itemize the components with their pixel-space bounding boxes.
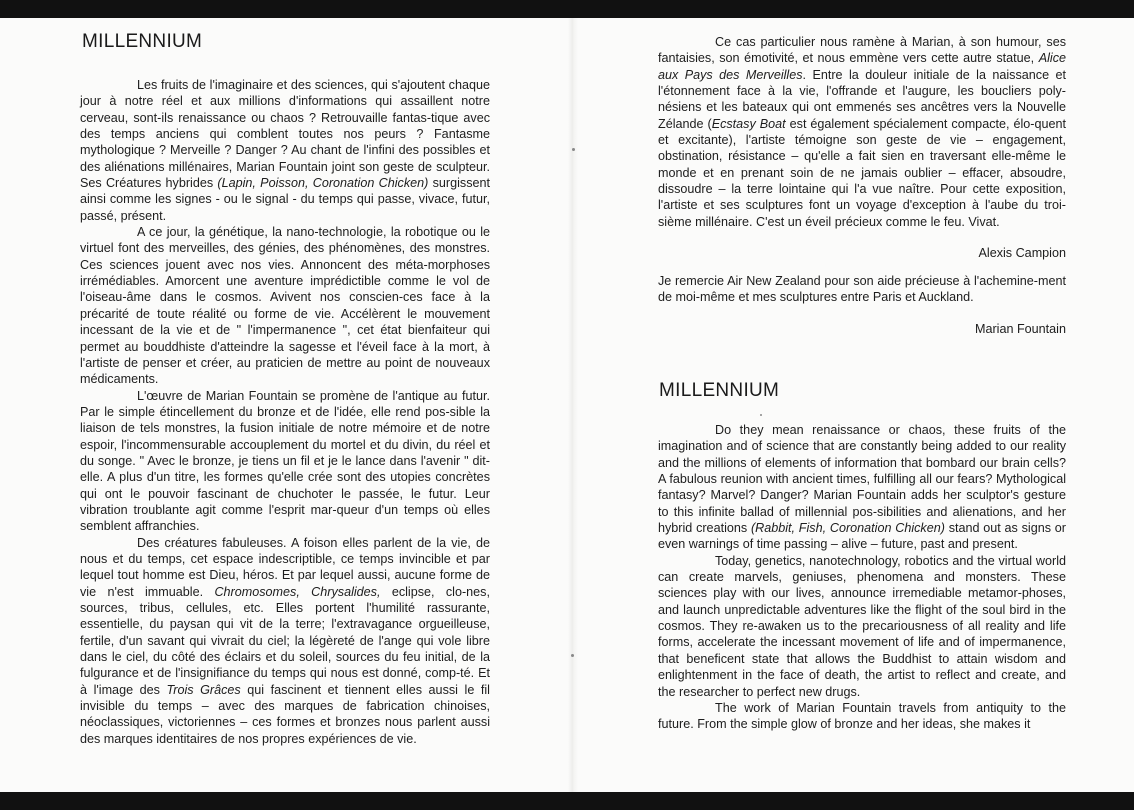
paper-speck bbox=[760, 414, 762, 416]
left-page-title: MILLENNIUM bbox=[82, 31, 203, 52]
paper-speck bbox=[572, 148, 575, 151]
acknowledgement-paragraph: Je remercie Air New Zealand pour son aide précieuse à l'achemine-ment de moi-même et mes sculptures entre Paris et Auckland. bbox=[658, 274, 1066, 305]
book-fold bbox=[568, 18, 578, 792]
left-p1-italic: (Lapin, Poisson, Coronation Chicken) bbox=[217, 176, 429, 191]
right-fr-italic-1: Alice aux Pays des Merveilles bbox=[658, 51, 1066, 82]
right-page-title: MILLENNIUM bbox=[659, 380, 780, 401]
right-en-p1-text-b: stand out as signs or even warnings of time passing – alive – future, past and present. bbox=[658, 521, 1066, 552]
right-en-paragraph-1 bbox=[658, 422, 1066, 553]
right-en-paragraph-3 bbox=[658, 700, 1066, 733]
acknowledgement-text bbox=[658, 273, 1066, 306]
left-p2-text: A ce jour, la génétique, la nano-technologie, la robotique ou le virtuel font des merveilles, des génies, des phénomènes, des monstres. Ces sciences jouent avec nos vies. Annoncent des méta-morphoses irrémédiables. Amorcent une aventure imprédictible comme le vol de l'oiseau-âme dans le cosmos. Avivent nos conscien-ces face à la précarité de toute réalité ou forme de vie. Accélèrent le mouvement incessant de la vie et de " l'impermanence ", cet état bienfaiteur qui permet au bouddhiste d'atteindre la sagesse et l'éveil face à la mort, à l'artiste de penser et créer, au praticien de mettre au point de nouveaux médicaments. bbox=[80, 225, 490, 387]
book-spread bbox=[0, 18, 1134, 792]
right-en-p1-text-a: Do they mean renaissance or chaos, these fruits of the imagination and of science that are constantly being added to our reality and the millions of elements of information that bombard our brain cells? A fabulous reunion with ancient times, fulfilling all our fears? Mythological fantasy? Marvel? Danger? Marian Fountain adds her sculptor's gesture to this infinite ballad of millennial pos-sibilities and alienations, and her hybrid creations bbox=[658, 423, 1066, 536]
left-p4-italic-1: Chromosomes, Chrysalides, bbox=[214, 584, 381, 599]
right-fr-text-b: . Entre la douleur initiale de la naissance et l'étonnement face à la vie, l'offrande et l'augure, les boucliers poly-nésiens et les bateaux qui ont emmenés ses ancêtres vers la Nouvelle Zélande ( bbox=[658, 67, 1066, 131]
author-signature-1: Alexis Campion bbox=[978, 246, 1066, 260]
author-signature-2: Marian Fountain bbox=[974, 322, 1066, 336]
left-p4-text-b: eclipse, clo-nes, sources, tribus, cellules, etc. Elles portent l'humilité rassurante, essentielle, du paysan qui vit de la terre; l'extravagance orgueilleuse, fertile, d'un savant qui vivrait du ciel; la légèreté de l'ange qui vole libre dans le ciel, du côté des éclairs et du soleil, sources du feu initial, de la fulgurance et de l'insignifiance du temps qui nous est donné, comp-té. Et à l'image des bbox=[80, 584, 490, 697]
left-paragraph-1 bbox=[80, 77, 490, 224]
right-english-text bbox=[658, 422, 1066, 733]
left-p1-text-a: Les fruits de l'imaginaire et des sciences, qui s'ajoutent chaque jour à notre réel et aux millions d'informations qui assaillent notre cerveau, sont-ils renaissance ou chaos ? Retrouvaille fantas-tique avec des temps anciens qui comblent toutes nos peurs ? Fantasme mythologique ? Merveille ? Danger ? Au chant de l'infini des possibles et des aliénations millénaires, Marian Fountain joint son geste de sculpteur. Ses Créatures hybrides bbox=[80, 78, 490, 191]
left-p3-text: L'œuvre de Marian Fountain se promène de l'antique au futur. Par le simple étincellement du bronze et de l'idée, elle rend pos-sible la liaison de tels monstres, la fusion initiale de notre mémoire et de notre espoir, l'incommensurable accouplement du mortel et du divin, du réel et du songe. " Avec le bronze, je tiens un fil et je le lance dans l'avenir " dit-elle. A plus d'un titre, les formes qu'elle crée sont des utopies concrètes qui ont le pouvoir fascinant de chuchoter le passée, le futur. Leur vibration troublante agit comme l'esprit mar-queur d'un temps où elles semblent affranchies. bbox=[80, 388, 490, 534]
left-p1-text-b: surgissent ainsi comme les signes - ou le signal - du temps qui passe, vivace, futur, passé, présent. bbox=[80, 176, 490, 223]
left-paragraph-4 bbox=[80, 535, 490, 747]
right-en-p2-text: Today, genetics, nanotechnology, robotics and the virtual world can create marvels, geniuses, phenomena and monsters. These sciences play with our lives, announce irremediable metamor-phoses, and launch unpredictable adventures like the flight of the soul bird in the cosmos. They re-awaken us to the precariousness of all reality and life forms, accelerate the incessant movement of life and of impermanence, that beneficent state that allows the Buddhist to attain wisdom and enlightenment in the face of death, the artist to reflect and create, and the researcher to perfect new drugs. bbox=[658, 553, 1066, 699]
left-body-text bbox=[80, 77, 490, 747]
left-paragraph-3 bbox=[80, 388, 490, 535]
left-p4-text-a: Des créatures fabuleuses. A foison elles parlent de la vie, de nous et du temps, cet espace indescriptible, ce temps invincible et par lequel tout homme est Dieu, héros. Et par lequel aussi, aucune forme de vie n'est immuable. bbox=[80, 535, 490, 599]
paper-speck bbox=[571, 654, 574, 657]
left-p4-text-c: qui fascinent et tiennent elles aussi le fil invisible du temps – avec des marques de fabrication chinoises, néoclassiques, victoriennes – ces formes et bronzes nous parlent aussi des marques identitaires de nos propres expériences de vie. bbox=[80, 682, 490, 746]
left-p4-italic-2: Trois Grâces bbox=[166, 682, 241, 697]
right-fr-italic-2: Ecstasy Boat bbox=[711, 116, 786, 131]
left-paragraph-2 bbox=[80, 224, 490, 387]
right-fr-text-a: Ce cas particulier nous ramène à Marian, à son humour, ses fantaisies, son émotivité, et nous emmène vers cette autre statue, bbox=[658, 35, 1066, 66]
right-french-text bbox=[658, 34, 1066, 230]
right-fr-text-c: est également spécialement compacte, élo-quent et excitante), l'artiste témoigne son geste de vie – engagement, obstination, résistance – qu'elle a fait sien en traversant elle-même le monde et en prenant soin de ne jamais oublier – effacer, absoudre, dissoudre – la terre lointaine qui l'a vue naître. Pour cette exposition, l'artiste et ses sculptures font un voyage d'exception à l'aube du troi-sième millénaire. C'est un éveil précieux comme le feu. Vivat. bbox=[658, 116, 1066, 229]
right-en-p1-italic: (Rabbit, Fish, Coronation Chicken) bbox=[750, 521, 945, 536]
right-en-p3-text: The work of Marian Fountain travels from antiquity to the future. From the simple glow of bronze and her ideas, she makes it bbox=[658, 700, 1066, 732]
right-fr-paragraph bbox=[658, 34, 1066, 230]
right-en-paragraph-2 bbox=[658, 553, 1066, 700]
